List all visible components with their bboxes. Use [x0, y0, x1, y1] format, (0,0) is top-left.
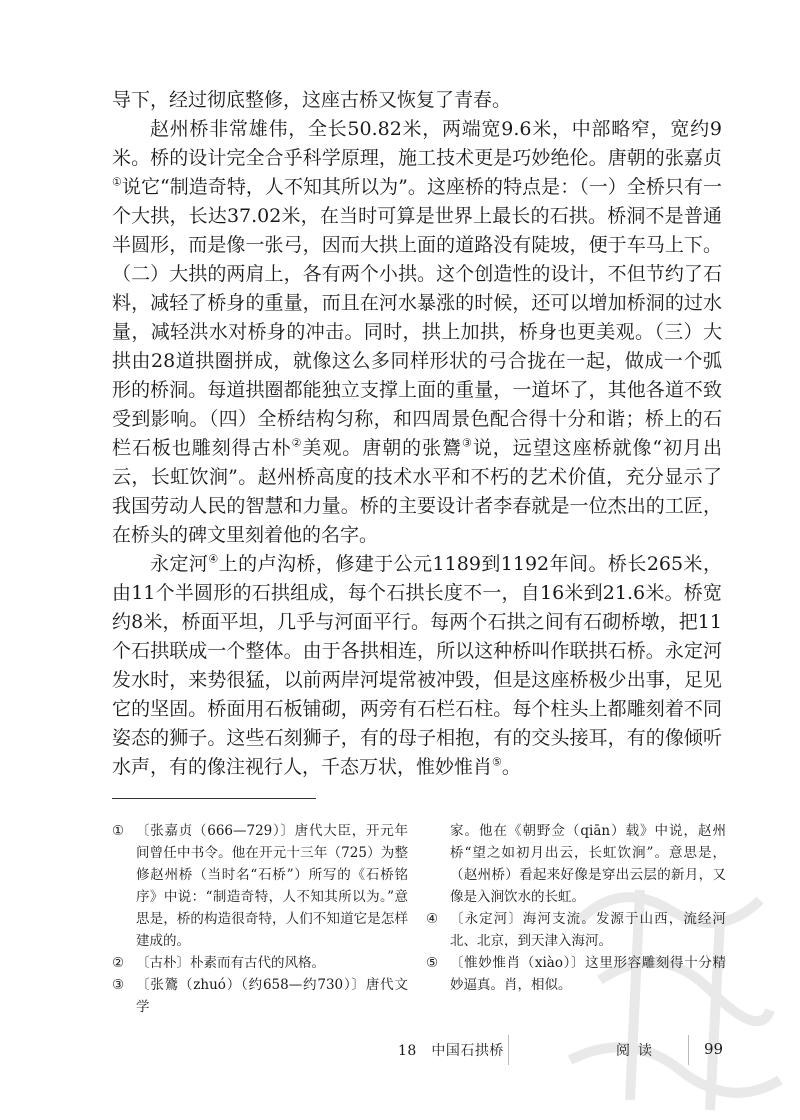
body-text: 赵州桥非常雄伟，全长50.82米，两端宽9.6米，中部略窄，宽约9米。桥的设计完全合乎科学原理，施工技术更是巧妙绝伦。唐朝的张嘉贞: [112, 118, 722, 169]
footnote-2: [112, 952, 408, 974]
footnote-3: [112, 974, 408, 1018]
body-text: 导下，经过彻底整修，这座古桥又恢复了青春。: [112, 89, 512, 111]
footnote-marker: ②: [112, 955, 125, 971]
footnote-reference: ①: [112, 175, 122, 189]
footnote-text: 〔张嘉贞（666—729）〕唐代大臣，开元年间曾任中书令。他在开元十三年（725）为整修赵州桥（当时名“石桥”）所写的《石桥铭序》中说：“制造奇特，人不知其所以为。”意思是，桥的构造很奇特，人们不知道它是怎样建成的。: [136, 823, 408, 949]
footnote-3-continued: 家。他在《朝野佥（qiān）载》中说，赵州桥“望之如初月出云，长虹饮涧”。意思是，（赵州桥）看起来好像是穿出云层的新月，又像是入涧饮水的长虹。: [450, 823, 726, 905]
footnote-reference: ⑤: [492, 755, 502, 769]
footnote-1: [112, 820, 408, 952]
body-text: 说它“制造奇特，人不知其所以为”。这座桥的特点是：（一）全桥只有一个大拱，长达37.02米，在当时可算是世界上最长的石拱。桥洞不是普通半圆形，而是像一张弓，因而大拱上面的道路没有陡坡，便于车马上下。（二）大拱的两肩上，各有两个小拱。这个创造性的设计，不但节约了石料，减轻了桥身的重量，而且在河水暴涨的时候，还可以增加桥洞的过水量，减轻洪水对桥身的冲击。同时，拱上加拱，桥身也更美观。（三）大拱由28道拱圈拼成，就像这么多同样形状的弓合拢在一起，做成一个弧形的桥洞。每道拱圈都能独立支撑上面的重量，一道坏了，其他各道不致受到影响。（四）全桥结构匀称，和四周景色配合得十分和谐；桥上的石栏石板也雕刻得古朴: [112, 176, 722, 459]
page-number: 99: [704, 1040, 724, 1058]
body-text: 永定河: [150, 553, 209, 575]
body-text: 上的卢沟桥，修建于公元1189到1192年间。桥长265米，由11个半圆形的石拱组成，每个石拱长度不一，自16米到21.6米。桥宽约8米，桥面平坦，几乎与河面平行。每两个石拱之间有石砌桥墩，把11个石拱联成一个整体。由于各拱相连，所以这种桥叫作联拱石桥。永定河发水时，来势很猛，以前两岸河堤常被冲毁，但是这座桥极少出事，足见它的坚固。桥面用石板铺砌，两旁有石栏石柱。每个柱头上都雕刻着不同姿态的狮子。这些石刻狮子，有的母子相抱，有的交头接耳，有的像倾听水声，有的像注视行人，千态万状，惟妙惟肖: [112, 553, 722, 778]
footnote-text: 〔古朴〕朴素而有古代的风格。: [136, 955, 325, 971]
footnote-text: 〔永定河〕海河支流。发源于山西，流经河北、北京，到天津入海河。: [450, 911, 726, 949]
footnote-marker: ④: [426, 911, 439, 927]
footnote-marker: ③: [112, 977, 125, 993]
footnote-marker: ⑤: [426, 955, 439, 971]
footnote-separator: [112, 798, 316, 799]
body-paragraph: [112, 115, 722, 550]
footnote-reference: ④: [208, 552, 219, 566]
footer-divider: [688, 1035, 689, 1065]
footer-section-label: 阅读: [616, 1043, 660, 1059]
footnote-marker: ①: [112, 823, 125, 839]
footer-divider: [508, 1035, 509, 1065]
footer-lesson-title: 18 中国石拱桥: [398, 1043, 504, 1059]
body-paragraph: [112, 550, 722, 782]
body-paragraph: [112, 86, 722, 115]
body-text: 。: [501, 756, 521, 778]
body-text: 美观。唐朝的张鷟: [302, 437, 463, 459]
body-text: 说，远望这座桥就像“初月出云，长虹饮涧”。赵州桥高度的技术水平和不朽的艺术价值，充分显示了我国劳动人民的智慧和力量。桥的主要设计者李春就是一位杰出的工匠，在桥头的碑文里刻着他的名字。: [112, 437, 722, 546]
footnote-text: 〔惟妙惟肖（xiào）〕这里形容雕刻得十分精妙逼真。肖，相似。: [450, 955, 726, 993]
footnote-reference: ③: [462, 436, 473, 450]
footnote-text: 〔张鷟（zhuó）（约658—约730）〕唐代文学: [136, 977, 408, 1015]
main-text: [112, 86, 722, 782]
seal-watermark: [540, 860, 790, 1120]
footnotes-left-column: [112, 820, 408, 1018]
footnote-reference: ②: [291, 436, 303, 450]
